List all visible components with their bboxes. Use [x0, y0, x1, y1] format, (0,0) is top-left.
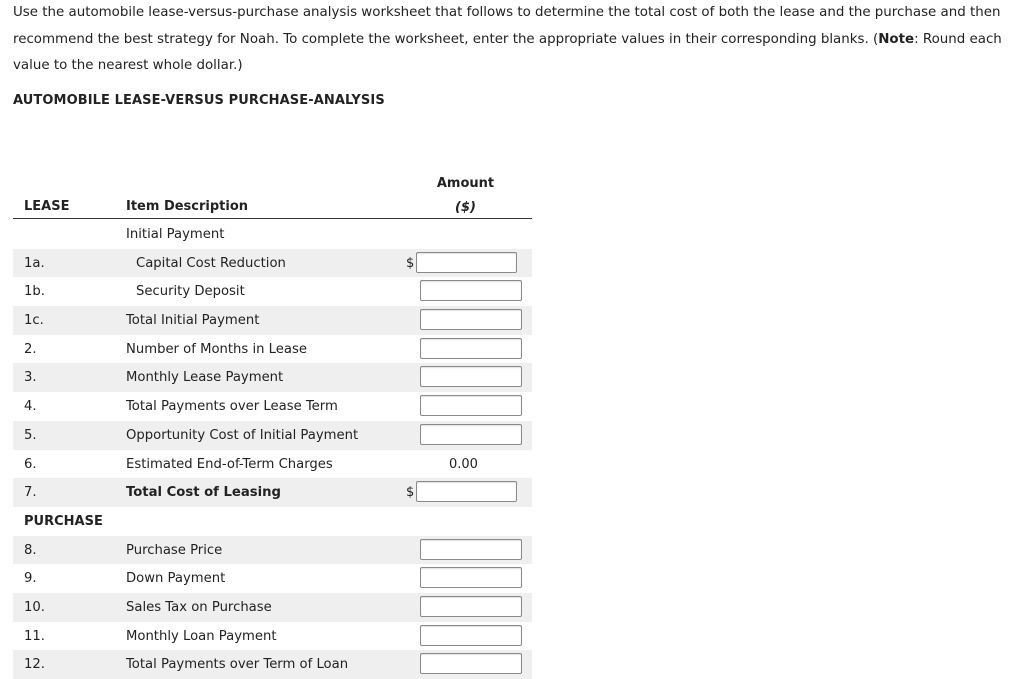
row-number: 9. — [24, 571, 37, 587]
table-row — [13, 536, 532, 565]
row-description: Total Payments over Term of Loan — [126, 657, 349, 673]
instructions-text — [13, 0, 1013, 80]
end-of-term-charges-value: 0.00 — [449, 456, 478, 472]
table-row — [13, 421, 532, 450]
total-lease-payments-input[interactable] — [420, 395, 522, 416]
row-number: 6. — [24, 456, 37, 472]
amount-unit: ($) — [455, 200, 476, 215]
worksheet-title: AUTOMOBILE LEASE-VERSUS PURCHASE-ANALYSIS — [13, 93, 385, 108]
table-row — [13, 507, 532, 536]
row-number: 1c. — [24, 313, 44, 329]
table-row — [13, 622, 532, 651]
lease-header: LEASE — [24, 199, 70, 214]
row-description: Total Payments over Lease Term — [126, 399, 338, 415]
row-description: Security Deposit — [136, 284, 245, 300]
row-description: Down Payment — [126, 571, 226, 587]
row-description: Monthly Lease Payment — [126, 370, 284, 386]
table-row — [13, 392, 532, 421]
instructions-note: : Round each value to the nearest whole dollar.) — [13, 31, 1002, 73]
table-row — [13, 478, 532, 507]
table-row — [13, 650, 532, 679]
table-row — [13, 593, 532, 622]
row-number: 2. — [24, 341, 37, 357]
table-row — [13, 306, 532, 335]
table-row — [13, 277, 532, 306]
table-row — [13, 249, 532, 278]
row-description: Purchase Price — [126, 542, 223, 558]
row-description: Sales Tax on Purchase — [126, 599, 272, 615]
row-description: Monthly Loan Payment — [126, 628, 277, 644]
months-in-lease-input[interactable] — [420, 338, 522, 359]
row-number: 12. — [24, 657, 45, 673]
monthly-loan-payment-input[interactable] — [420, 625, 522, 646]
row-description: Capital Cost Reduction — [136, 255, 286, 271]
item-description-header: Item Description — [126, 199, 249, 214]
row-description: Opportunity Cost of Initial Payment — [126, 427, 359, 443]
currency-symbol: $ — [406, 485, 415, 501]
row-number: 5. — [24, 427, 37, 443]
table-row — [13, 450, 532, 479]
row-description: Total Initial Payment — [126, 313, 260, 329]
row-description: Initial Payment — [126, 227, 225, 242]
capital-cost-reduction-input[interactable] — [416, 252, 517, 273]
table-row — [13, 220, 532, 249]
worksheet-table — [13, 220, 532, 679]
row-number: 1a. — [24, 255, 45, 271]
instructions-main: Use the automobile lease-versus-purchase analysis worksheet that follows to determine the total cost of both the lease and the purchase and then recommend the best strategy for Noah. To complete the worksheet, enter the appropriate values in their corresponding blanks. ( — [13, 5, 1001, 47]
total-initial-payment-input[interactable] — [420, 309, 522, 330]
row-description: Total Cost of Leasing — [126, 485, 281, 501]
note-label: Note — [878, 31, 915, 47]
currency-symbol: $ — [406, 255, 415, 271]
table-row — [13, 564, 532, 593]
monthly-lease-payment-input[interactable] — [420, 366, 522, 387]
table-row — [13, 363, 532, 392]
purchase-price-input[interactable] — [420, 539, 522, 560]
sales-tax-input[interactable] — [420, 596, 522, 617]
amount-label: Amount — [436, 176, 495, 191]
row-description: Number of Months in Lease — [126, 341, 307, 357]
total-loan-payments-input[interactable] — [420, 653, 522, 674]
opportunity-cost-input[interactable] — [420, 424, 522, 445]
total-cost-leasing-input[interactable] — [416, 481, 517, 502]
row-number: 8. — [24, 542, 37, 558]
table-header — [13, 196, 532, 219]
row-description: Estimated End-of-Term Charges — [126, 456, 333, 472]
row-number: 11. — [24, 628, 45, 644]
row-number: 10. — [24, 599, 45, 615]
security-deposit-input[interactable] — [420, 280, 522, 301]
row-number: 4. — [24, 399, 37, 415]
down-payment-input[interactable] — [420, 567, 522, 588]
row-number: 1b. — [24, 284, 45, 300]
purchase-header: PURCHASE — [24, 513, 103, 529]
table-row — [13, 335, 532, 364]
row-number: 7. — [24, 485, 37, 501]
row-number: 3. — [24, 370, 37, 386]
